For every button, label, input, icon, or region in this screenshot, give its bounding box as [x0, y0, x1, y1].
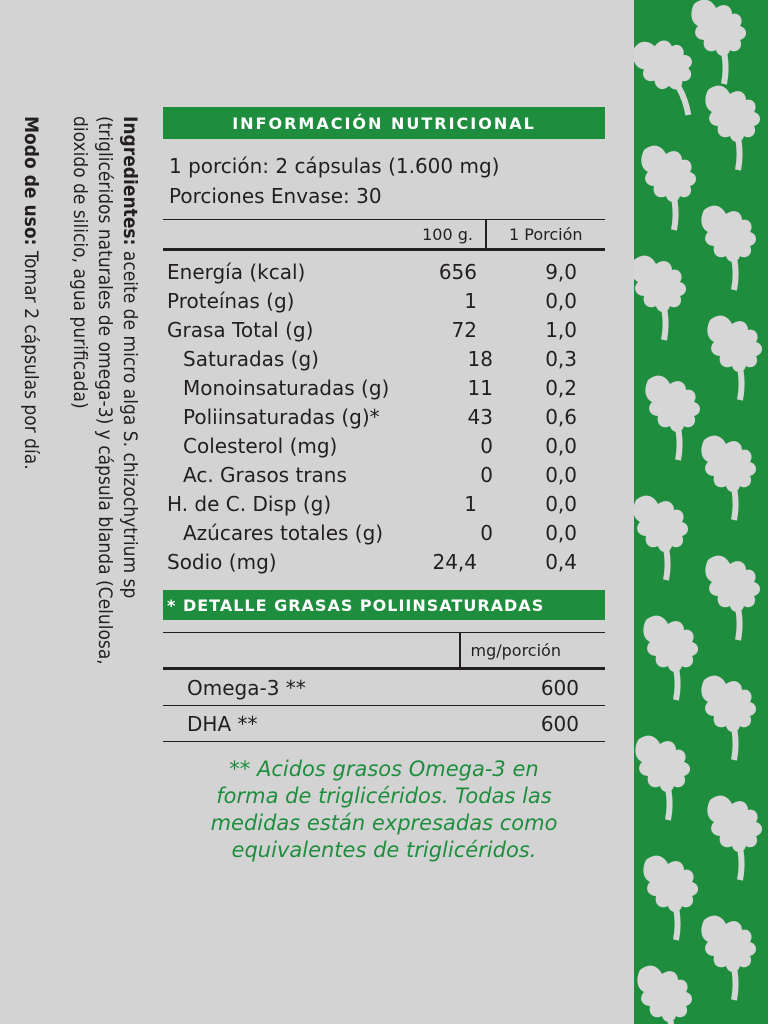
row-portion: 0,0	[545, 462, 577, 487]
row-per100: 656	[438, 259, 477, 284]
table-row	[163, 706, 605, 741]
row-portion: 0,2	[545, 375, 577, 400]
usage-label: Modo de uso:	[20, 116, 42, 246]
col-100g: 100 g.	[422, 224, 473, 244]
table-row	[163, 489, 605, 518]
row-per100: 0	[480, 520, 493, 545]
row-per100: 0	[480, 462, 493, 487]
servings-per-container: Porciones Envase: 30	[169, 184, 382, 208]
table-row	[163, 315, 605, 344]
row-per100: 24,4	[432, 549, 477, 574]
nutrition-panel	[163, 107, 605, 864]
row-portion: 0,0	[545, 491, 577, 516]
row-label: Azúcares totales (g)	[183, 520, 384, 545]
row-label: Poliinsaturadas (g)*	[183, 404, 380, 429]
row-portion: 0,3	[545, 346, 577, 371]
ingredients-line-3: dioxido de silicio, agua purificada)	[69, 116, 91, 409]
serving-size: 1 porción: 2 cápsulas (1.600 mg)	[169, 154, 500, 178]
row-label: Ac. Grasos trans	[183, 462, 347, 487]
row-portion: 9,0	[545, 259, 577, 284]
row-per100: 18	[467, 346, 493, 371]
seaweed-icon	[634, 0, 768, 1024]
nutrition-column-header	[163, 220, 605, 248]
row-portion: 0,0	[545, 520, 577, 545]
nutrition-rows	[163, 251, 605, 576]
fatty-acid-name: DHA **	[187, 711, 258, 736]
fatty-acid-name: Omega-3 **	[187, 675, 306, 700]
row-label: Sodio (mg)	[167, 549, 277, 574]
row-portion: 0,0	[545, 433, 577, 458]
table-row	[163, 286, 605, 315]
col-portion: 1 Porción	[508, 224, 583, 244]
row-portion: 0,4	[545, 549, 577, 574]
col-mg-portion: mg/porción	[470, 640, 561, 660]
ingredients-panel	[0, 0, 150, 1024]
row-per100: 1	[464, 288, 477, 313]
row-label: Monoinsaturadas (g)	[183, 375, 390, 400]
ingredients-line-2: (triglicéridos naturales de omega-3) y cápsula blanda (Celulosa,	[94, 116, 116, 665]
table-row	[163, 518, 605, 547]
footnote-line: forma de triglicéridos. Todas las	[216, 784, 552, 808]
table-row	[163, 670, 605, 705]
row-label: H. de C. Disp (g)	[167, 491, 332, 516]
table-row	[163, 402, 605, 431]
row-portion: 0,0	[545, 288, 577, 313]
fatty-acid-value: 600	[540, 675, 579, 700]
row-portion: 1,0	[545, 317, 577, 342]
footnote	[163, 756, 605, 864]
serving-info	[163, 151, 605, 211]
row-per100: 1	[464, 491, 477, 516]
row-per100: 72	[451, 317, 477, 342]
usage-line	[18, 116, 43, 936]
divider	[163, 741, 605, 742]
usage-text: Tomar 2 cápsulas por día.	[20, 250, 42, 470]
row-per100: 43	[467, 404, 493, 429]
table-row	[163, 373, 605, 402]
table-row	[163, 460, 605, 489]
table-row	[163, 547, 605, 576]
table-row	[163, 431, 605, 460]
row-portion: 0,6	[545, 404, 577, 429]
ingredients-label: Ingredientes:	[119, 116, 141, 246]
footnote-line: medidas están expresadas como	[210, 811, 558, 835]
table-row	[163, 344, 605, 373]
row-label: Grasa Total (g)	[167, 317, 314, 342]
ingredients-line-1	[117, 116, 142, 936]
nutrition-title: INFORMACIÓN NUTRICIONAL	[163, 107, 605, 139]
seaweed-pattern	[634, 0, 768, 1024]
row-label: Saturadas (g)	[183, 346, 319, 371]
fatty-acid-value: 600	[540, 711, 579, 736]
footnote-line: equivalentes de triglicéridos.	[231, 838, 537, 862]
polyunsaturated-title: * DETALLE GRASAS POLIINSATURADAS	[163, 590, 605, 620]
row-per100: 0	[480, 433, 493, 458]
row-label: Energía (kcal)	[167, 259, 306, 284]
polyunsaturated-column-header	[163, 633, 605, 667]
row-per100: 11	[467, 375, 493, 400]
row-label: Colesterol (mg)	[183, 433, 338, 458]
table-row	[163, 257, 605, 286]
row-label: Proteínas (g)	[167, 288, 295, 313]
ingredients-text-1: aceite de micro alga S. chizochytrium sp	[119, 250, 141, 599]
ingredients-text-block	[18, 116, 142, 936]
footnote-line: ** Acidos grasos Omega-3 en	[229, 757, 539, 781]
